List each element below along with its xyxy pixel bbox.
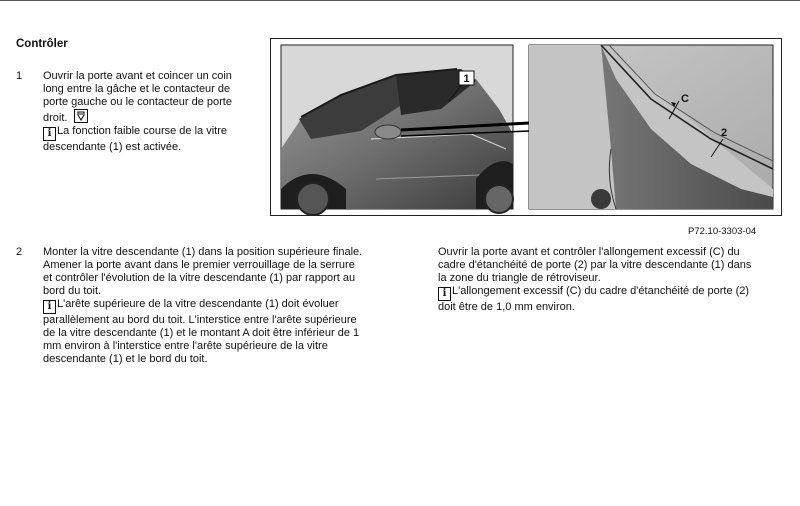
info-icon: i: [43, 127, 56, 141]
step-2-note: L'arête supérieure de la vitre descendante (1) doit évoluer parallèlement au bord du toit. L'interstice entre l'arête supérieure de la vitre descendante (1) et le montant A doit être inférieur de 1 mm environ à l'interstice entre l'arête supérieure de la vitre descendante (1) et le bord du toit.: [43, 298, 360, 365]
step-2-paragraph: [43, 246, 365, 366]
step-number: 1: [16, 70, 23, 82]
section-heading: Contrôler: [16, 38, 68, 50]
step-2-text: Monter la vitre descendante (1) dans la position supérieure finale. Amener la porte avant dans le premier verrouillage de la serrure et contrôler l'évolution de la vitre descendante (1) par rapport au bord du toit.: [43, 246, 363, 297]
step-2b-paragraph: [438, 246, 760, 314]
callout-seal: 2: [721, 127, 728, 139]
info-icon: i: [43, 300, 56, 314]
step-2b-text: Ouvrir la porte avant et contrôler l'allongement excessif (C) du cadre d'étanchéité de porte (2) par la vitre descendante (1) dans la zone du triangle de rétroviseur.: [438, 246, 752, 284]
info-icon: i: [438, 287, 451, 301]
step-1-text: Ouvrir la porte avant et coincer un coin long entre la gâche et le contacteur de porte gauche ou le contacteur de porte droit.: [43, 70, 232, 124]
car-view: [281, 45, 513, 215]
top-rule: [0, 0, 800, 1]
step-1-note: La fonction faible course de la vitre descendante (1) est activée.: [43, 125, 227, 153]
step-2b-note: L'allongement excessif (C) du cadre d'étanchéité de porte (2) doit être de 1,0 mm environ.: [438, 285, 750, 313]
step-1-paragraph: [43, 70, 255, 154]
detail-view: [529, 45, 773, 209]
wedge-tool-icon: [74, 109, 88, 123]
callout-gap: C: [681, 93, 689, 105]
figure-code: P72.10-3303-04: [688, 226, 757, 237]
callout-window-left: 1: [463, 73, 470, 85]
step-number: 2: [16, 246, 23, 258]
figure-panel: [270, 38, 782, 216]
figure-illustration: [271, 39, 781, 215]
